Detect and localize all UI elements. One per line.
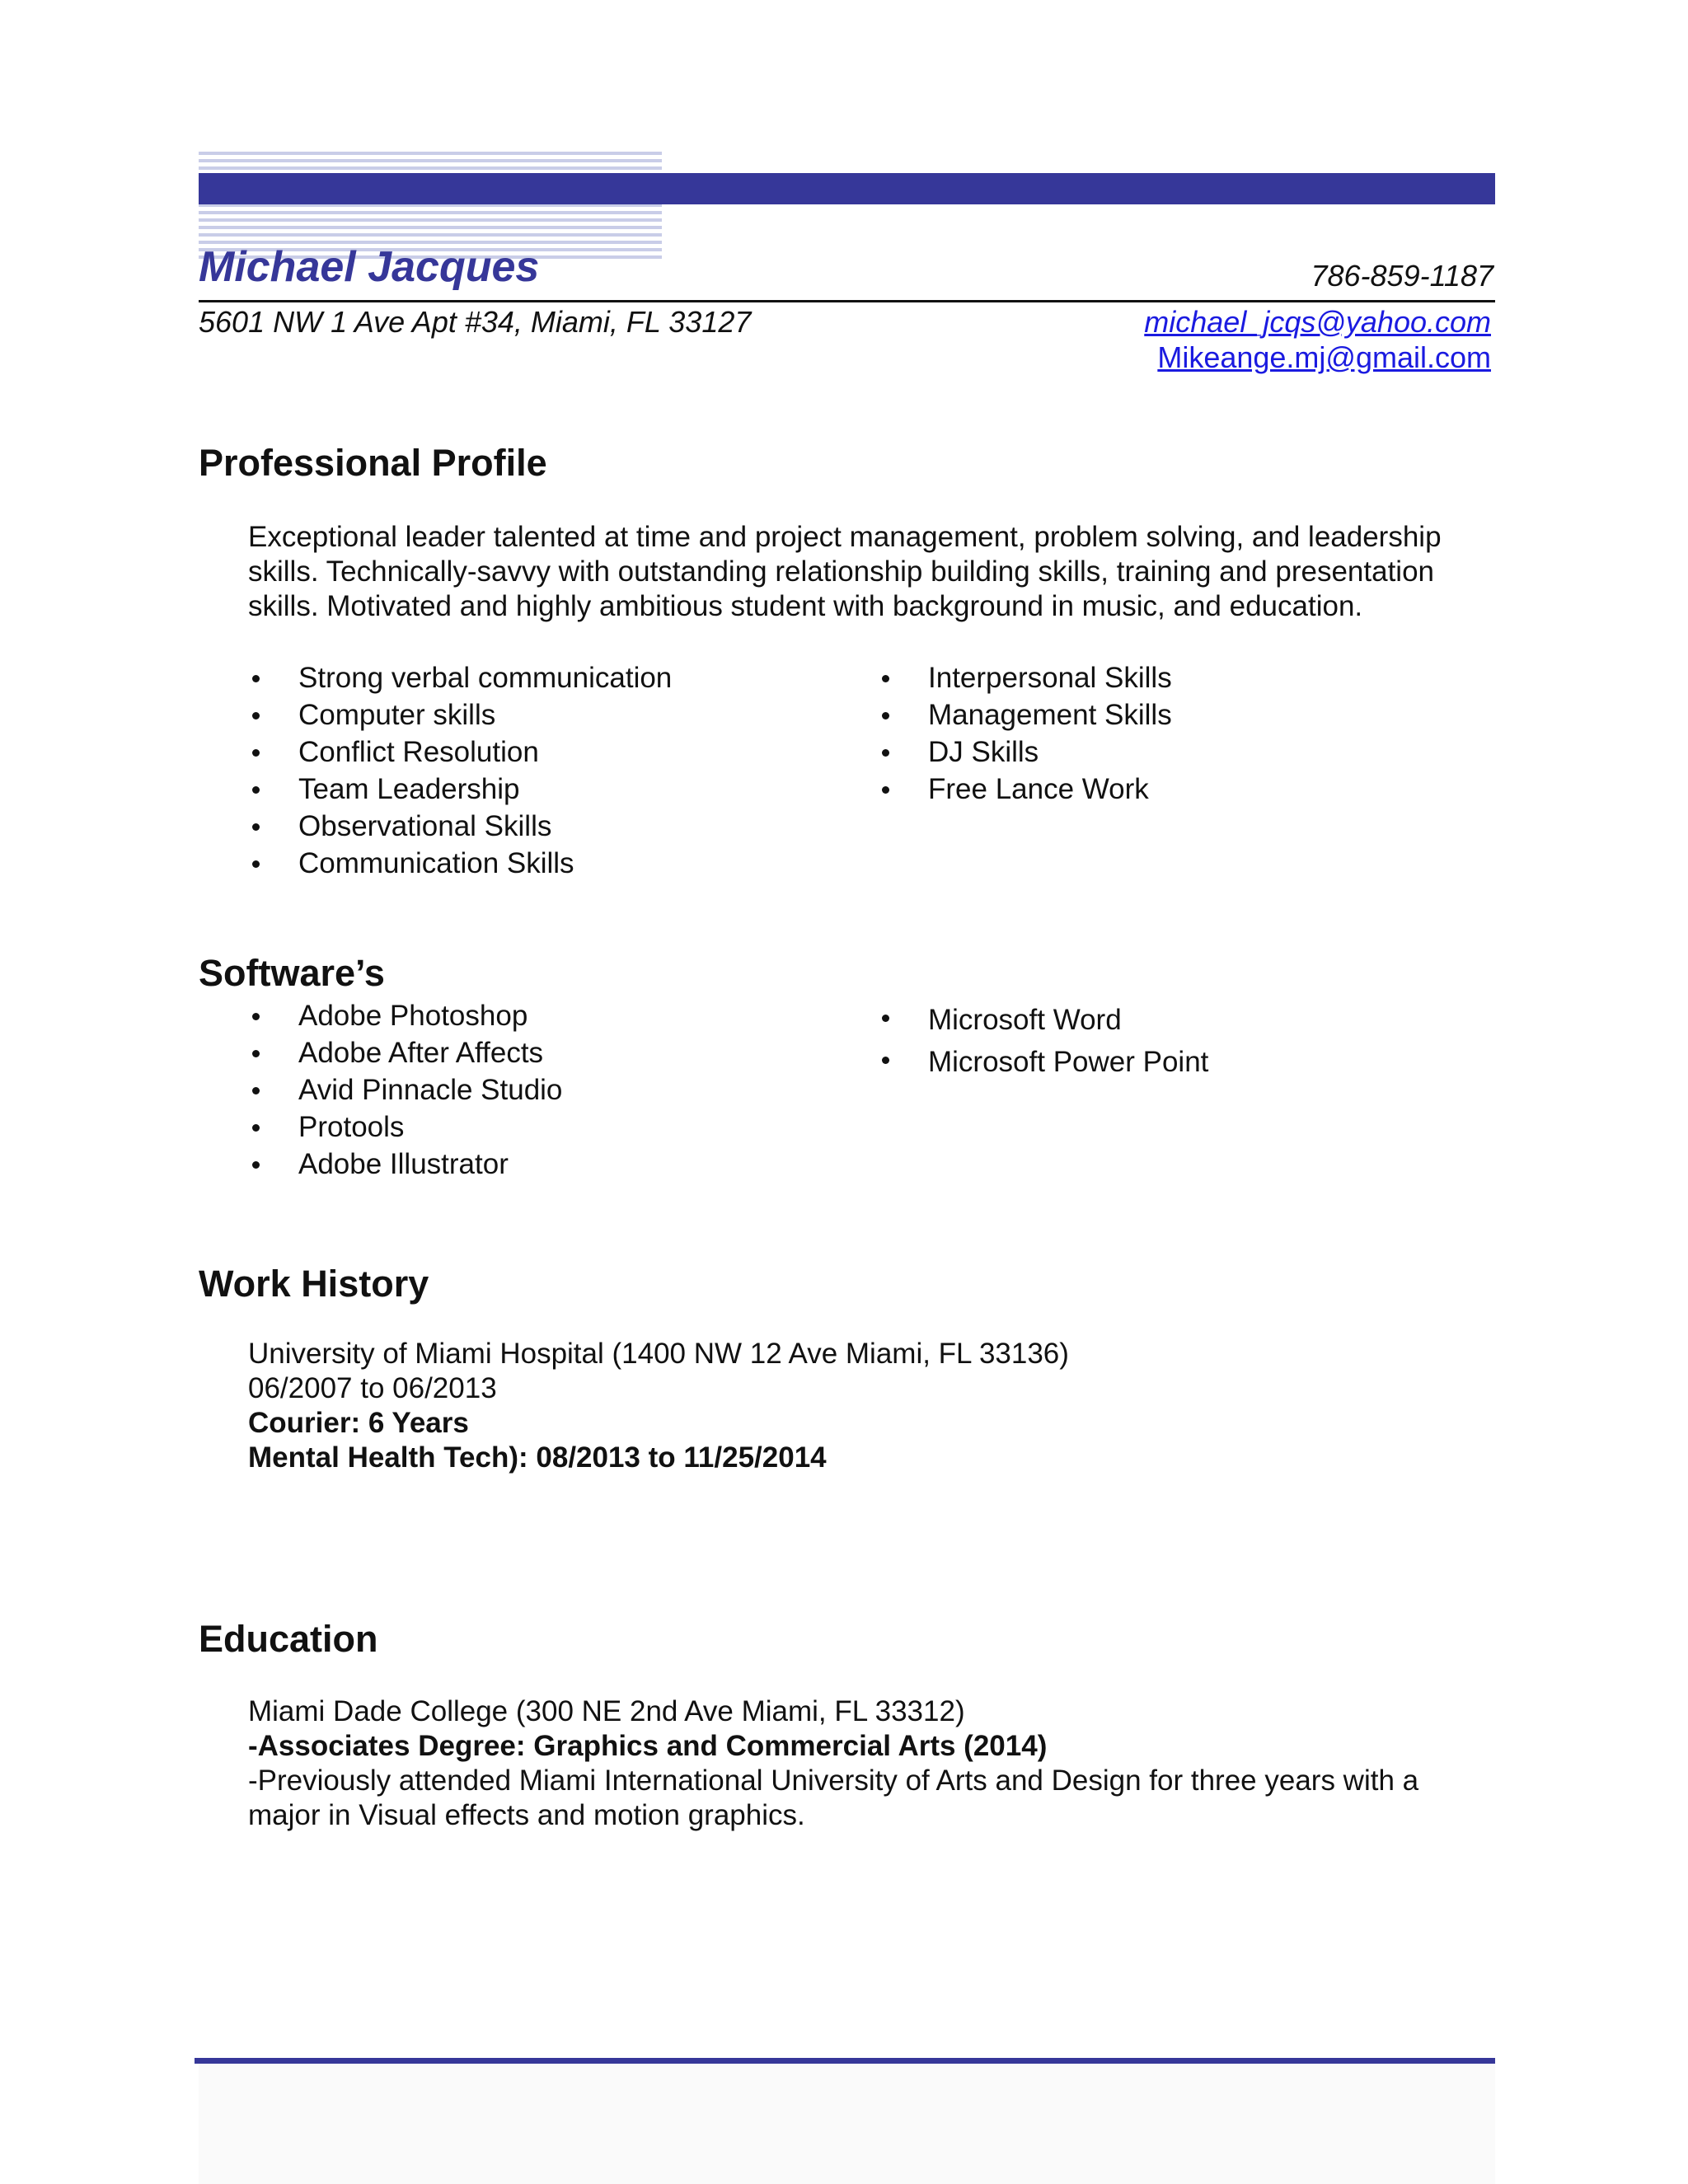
work-dates: 06/2007 to 06/2013 xyxy=(248,1372,497,1404)
software-list-left xyxy=(248,997,562,1183)
skills-list-right xyxy=(878,659,1172,808)
email-link-secondary[interactable]: Mikeange.mj@gmail.com xyxy=(1157,340,1491,374)
footer-band xyxy=(199,2064,1495,2184)
list-item: Strong verbal communication xyxy=(248,659,672,696)
work-employer: University of Miami Hospital (1400 NW 12 Ave Miami, FL 33136) xyxy=(248,1338,1069,1370)
footer-rule xyxy=(195,2058,1495,2064)
skills-list-left xyxy=(248,659,672,882)
list-item: Protools xyxy=(248,1108,562,1146)
education-note: -Previously attended Miami International University of Arts and Design for three years with a major in Visual effects and motion graphics. xyxy=(248,1765,1419,1831)
list-item: Management Skills xyxy=(878,696,1172,733)
list-item: Adobe Photoshop xyxy=(248,997,562,1034)
section-heading-education: Education xyxy=(199,1618,378,1660)
work-role-courier: Courier: 6 Years xyxy=(248,1407,469,1439)
education-school: Miami Dade College (300 NE 2nd Ave Miami, FL 33312) xyxy=(248,1695,965,1727)
section-heading-software: Software’s xyxy=(199,952,385,994)
header-bar xyxy=(199,173,1495,204)
work-role-mental-health-tech: Mental Health Tech): 08/2013 to 11/25/2014 xyxy=(248,1441,827,1474)
list-item: Adobe After Affects xyxy=(248,1034,562,1071)
section-heading-profile: Professional Profile xyxy=(199,442,547,484)
education-degree: -Associates Degree: Graphics and Commercial Arts (2014) xyxy=(248,1730,1048,1762)
address: 5601 NW 1 Ave Apt #34, Miami, FL 33127 xyxy=(199,305,752,339)
list-item: Interpersonal Skills xyxy=(878,659,1172,696)
list-item: Conflict Resolution xyxy=(248,733,672,771)
list-item: Microsoft Word xyxy=(878,999,1208,1041)
list-item: Team Leadership xyxy=(248,771,672,808)
candidate-name: Michael Jacques xyxy=(199,243,540,291)
list-item: Avid Pinnacle Studio xyxy=(248,1071,562,1108)
header-divider xyxy=(199,300,1495,302)
list-item: Free Lance Work xyxy=(878,771,1172,808)
work-details xyxy=(248,1337,1069,1475)
software-list-right xyxy=(878,999,1208,1083)
list-item: Microsoft Power Point xyxy=(878,1041,1208,1083)
profile-summary: Exceptional leader talented at time and project management, problem solving, and leadership skills. Technically-savvy with outstanding relationship building skills, training and presentation skills. Motivated and highly ambitious student with background in music, and education. xyxy=(248,521,1442,622)
education-details xyxy=(248,1694,1451,1833)
list-item: Communication Skills xyxy=(248,845,672,882)
phone-number: 786-859-1187 xyxy=(1311,259,1493,293)
section-heading-work: Work History xyxy=(199,1263,429,1305)
list-item: Computer skills xyxy=(248,696,672,733)
list-item: DJ Skills xyxy=(878,733,1172,771)
email-link-primary[interactable]: michael_jcqs@yahoo.com xyxy=(1144,305,1491,339)
list-item: Adobe Illustrator xyxy=(248,1146,562,1183)
list-item: Observational Skills xyxy=(248,808,672,845)
